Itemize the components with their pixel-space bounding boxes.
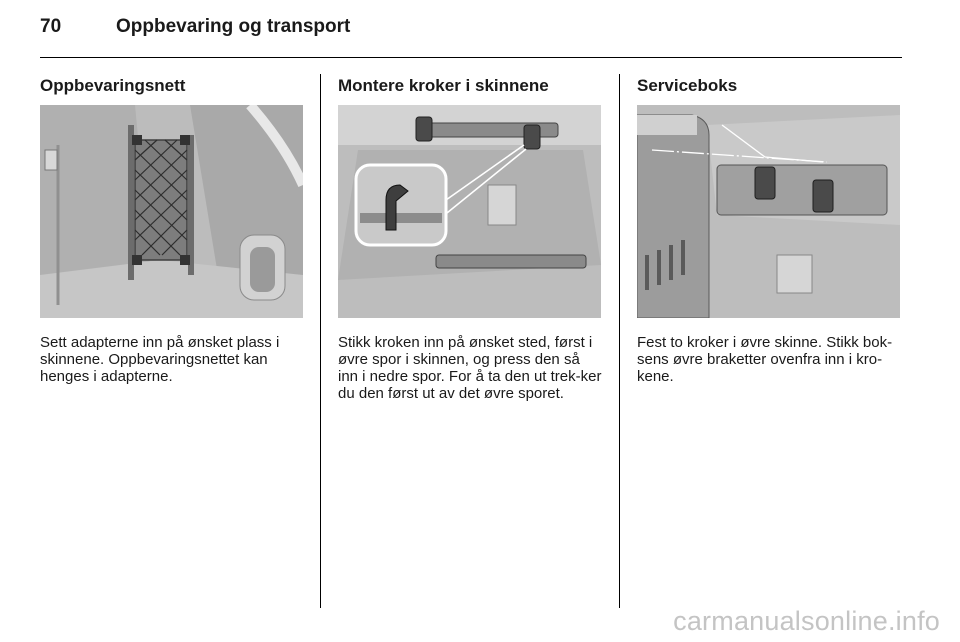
- rail-hooks-illustration: [338, 105, 601, 318]
- section-text: Fest to kroker i øvre skinne. Stikk bok-sens øvre braketter ovenfra inn i kro-kene.: [637, 334, 893, 385]
- watermark: carmanualsonline.info: [673, 606, 940, 636]
- storage-net-illustration: [40, 105, 303, 318]
- section-storage-net: [40, 75, 305, 385]
- header-divider: [40, 57, 902, 58]
- section-service-box: [637, 75, 902, 385]
- service-box-illustration: [637, 105, 900, 318]
- section-heading: Montere kroker i skinnene: [338, 76, 549, 95]
- column-divider-2: [619, 74, 620, 608]
- section-mount-hooks: [338, 75, 603, 402]
- section-text: Stikk kroken inn på ønsket sted, først i øvre spor i skinnen, og press den så inn i nedre spor. For å ta den ut trek-ker du den først ut av det øvre sporet.: [338, 334, 602, 402]
- section-heading: Serviceboks: [637, 76, 738, 95]
- page-title: Oppbevaring og transport: [116, 16, 351, 37]
- section-heading: Oppbevaringsnett: [40, 76, 186, 95]
- page-number: 70: [40, 16, 62, 37]
- section-text: Sett adapterne inn på ønsket plass i skinnene. Oppbevaringsnettet kan henges i adapterne.: [40, 334, 280, 385]
- column-divider-1: [320, 74, 321, 608]
